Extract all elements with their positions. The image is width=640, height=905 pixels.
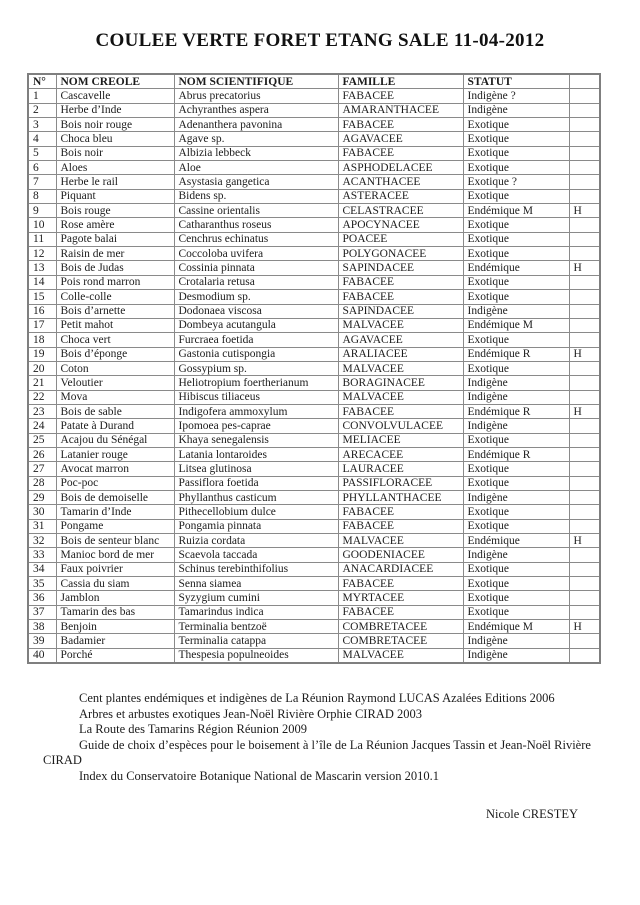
cell-statut: Exotique bbox=[463, 132, 569, 146]
reference-item: Guide de choix d’espèces pour le boisement à l’île de La Réunion Jacques Tassin et Jean-Noël Rivière CIRAD bbox=[43, 737, 591, 768]
plant-table-body bbox=[28, 89, 600, 663]
cell-marker bbox=[569, 490, 600, 504]
cell-famille: FABACEE bbox=[338, 290, 463, 304]
cell-famille: ANACARDIACEE bbox=[338, 562, 463, 576]
cell-marker bbox=[569, 519, 600, 533]
table-row bbox=[28, 548, 600, 562]
cell-marker: H bbox=[569, 347, 600, 361]
column-header-numero: N° bbox=[28, 74, 56, 89]
cell-marker bbox=[569, 577, 600, 591]
cell-marker bbox=[569, 218, 600, 232]
cell-statut: Exotique bbox=[463, 275, 569, 289]
cell-nom-scientifique: Latania lontaroides bbox=[174, 447, 338, 461]
cell-nom-scientifique: Ipomoea pes-caprae bbox=[174, 419, 338, 433]
cell-row-number: 30 bbox=[28, 505, 56, 519]
table-row bbox=[28, 634, 600, 648]
cell-marker: H bbox=[569, 534, 600, 548]
cell-row-number: 5 bbox=[28, 146, 56, 160]
cell-row-number: 1 bbox=[28, 89, 56, 103]
cell-nom-creole: Colle-colle bbox=[56, 290, 174, 304]
cell-nom-creole: Badamier bbox=[56, 634, 174, 648]
table-row bbox=[28, 605, 600, 619]
cell-nom-creole: Coton bbox=[56, 361, 174, 375]
cell-nom-creole: Pagote balai bbox=[56, 232, 174, 246]
table-row bbox=[28, 376, 600, 390]
cell-nom-scientifique: Litsea glutinosa bbox=[174, 462, 338, 476]
cell-row-number: 2 bbox=[28, 103, 56, 117]
table-row bbox=[28, 333, 600, 347]
plant-table bbox=[27, 73, 601, 664]
cell-nom-scientifique: Passiflora foetida bbox=[174, 476, 338, 490]
cell-nom-creole: Faux poivrier bbox=[56, 562, 174, 576]
cell-nom-creole: Piquant bbox=[56, 189, 174, 203]
table-row bbox=[28, 218, 600, 232]
cell-row-number: 3 bbox=[28, 118, 56, 132]
cell-famille: MELIACEE bbox=[338, 433, 463, 447]
cell-nom-creole: Veloutier bbox=[56, 376, 174, 390]
table-row bbox=[28, 132, 600, 146]
cell-statut: Endémique M bbox=[463, 204, 569, 218]
cell-row-number: 17 bbox=[28, 318, 56, 332]
table-row bbox=[28, 534, 600, 548]
column-header-famille: FAMILLE bbox=[338, 74, 463, 89]
cell-famille: ASTERACEE bbox=[338, 189, 463, 203]
cell-statut: Indigène bbox=[463, 490, 569, 504]
cell-marker bbox=[569, 462, 600, 476]
cell-nom-creole: Bois noir rouge bbox=[56, 118, 174, 132]
cell-famille: AGAVACEE bbox=[338, 333, 463, 347]
cell-row-number: 16 bbox=[28, 304, 56, 318]
cell-nom-creole: Bois de senteur blanc bbox=[56, 534, 174, 548]
cell-row-number: 38 bbox=[28, 620, 56, 634]
cell-marker bbox=[569, 605, 600, 619]
cell-nom-scientifique: Gastonia cutispongia bbox=[174, 347, 338, 361]
table-row bbox=[28, 175, 600, 189]
cell-marker bbox=[569, 648, 600, 663]
cell-statut: Endémique M bbox=[463, 620, 569, 634]
table-row bbox=[28, 361, 600, 375]
cell-famille: MYRTACEE bbox=[338, 591, 463, 605]
cell-statut: Exotique bbox=[463, 361, 569, 375]
table-row bbox=[28, 247, 600, 261]
table-row bbox=[28, 476, 600, 490]
table-row bbox=[28, 161, 600, 175]
cell-statut: Exotique bbox=[463, 462, 569, 476]
cell-row-number: 29 bbox=[28, 490, 56, 504]
table-row bbox=[28, 275, 600, 289]
cell-nom-creole: Manioc bord de mer bbox=[56, 548, 174, 562]
cell-nom-creole: Mova bbox=[56, 390, 174, 404]
cell-nom-scientifique: Ruizia cordata bbox=[174, 534, 338, 548]
table-row bbox=[28, 347, 600, 361]
cell-statut: Indigène bbox=[463, 376, 569, 390]
cell-nom-scientifique: Albizia lebbeck bbox=[174, 146, 338, 160]
cell-famille: AGAVACEE bbox=[338, 132, 463, 146]
author-signature: Nicole CRESTEY bbox=[485, 806, 578, 821]
cell-famille: POACEE bbox=[338, 232, 463, 246]
cell-statut: Endémique R bbox=[463, 404, 569, 418]
cell-row-number: 9 bbox=[28, 204, 56, 218]
column-header-nom-scientifique: NOM SCIENTIFIQUE bbox=[174, 74, 338, 89]
table-row bbox=[28, 577, 600, 591]
cell-nom-creole: Cascavelle bbox=[56, 89, 174, 103]
cell-marker bbox=[569, 318, 600, 332]
cell-famille: SAPINDACEE bbox=[338, 304, 463, 318]
cell-nom-scientifique: Aloe bbox=[174, 161, 338, 175]
cell-marker bbox=[569, 548, 600, 562]
cell-row-number: 27 bbox=[28, 462, 56, 476]
cell-row-number: 31 bbox=[28, 519, 56, 533]
cell-nom-creole: Bois d’arnette bbox=[56, 304, 174, 318]
cell-nom-creole: Petit mahot bbox=[56, 318, 174, 332]
cell-nom-scientifique: Catharanthus roseus bbox=[174, 218, 338, 232]
cell-statut: Indigène bbox=[463, 419, 569, 433]
cell-statut: Endémique bbox=[463, 534, 569, 548]
cell-row-number: 39 bbox=[28, 634, 56, 648]
reference-item: Index du Conservatoire Botanique National de Mascarin version 2010.1 bbox=[79, 769, 439, 784]
table-row bbox=[28, 433, 600, 447]
cell-statut: Indigène bbox=[463, 548, 569, 562]
cell-statut: Exotique bbox=[463, 519, 569, 533]
cell-row-number: 22 bbox=[28, 390, 56, 404]
page-title: COULEE VERTE FORET ETANG SALE 11-04-2012 bbox=[95, 30, 545, 51]
cell-famille: FABACEE bbox=[338, 577, 463, 591]
cell-famille: GOODENIACEE bbox=[338, 548, 463, 562]
cell-famille: MALVACEE bbox=[338, 361, 463, 375]
table-row bbox=[28, 146, 600, 160]
cell-famille: MALVACEE bbox=[338, 648, 463, 663]
cell-nom-scientifique: Terminalia catappa bbox=[174, 634, 338, 648]
cell-nom-scientifique: Crotalaria retusa bbox=[174, 275, 338, 289]
cell-nom-scientifique: Cossinia pinnata bbox=[174, 261, 338, 275]
cell-nom-creole: Herbe le rail bbox=[56, 175, 174, 189]
cell-nom-scientifique: Gossypium sp. bbox=[174, 361, 338, 375]
references-list bbox=[43, 691, 612, 785]
cell-famille: FABACEE bbox=[338, 275, 463, 289]
table-row bbox=[28, 620, 600, 634]
cell-nom-creole: Herbe d’Inde bbox=[56, 103, 174, 117]
cell-nom-scientifique: Coccoloba uvifera bbox=[174, 247, 338, 261]
cell-marker bbox=[569, 290, 600, 304]
cell-marker bbox=[569, 419, 600, 433]
cell-nom-scientifique: Desmodium sp. bbox=[174, 290, 338, 304]
cell-statut: Exotique bbox=[463, 577, 569, 591]
cell-marker bbox=[569, 146, 600, 160]
cell-marker bbox=[569, 361, 600, 375]
cell-nom-creole: Bois de demoiselle bbox=[56, 490, 174, 504]
cell-nom-scientifique: Pithecellobium dulce bbox=[174, 505, 338, 519]
cell-nom-scientifique: Indigofera ammoxylum bbox=[174, 404, 338, 418]
cell-famille: ACANTHACEE bbox=[338, 175, 463, 189]
cell-famille: COMBRETACEE bbox=[338, 634, 463, 648]
cell-famille: FABACEE bbox=[338, 118, 463, 132]
cell-famille: FABACEE bbox=[338, 605, 463, 619]
cell-nom-creole: Bois de sable bbox=[56, 404, 174, 418]
cell-famille: ASPHODELACEE bbox=[338, 161, 463, 175]
cell-nom-scientifique: Dodonaea viscosa bbox=[174, 304, 338, 318]
cell-statut: Exotique bbox=[463, 333, 569, 347]
cell-famille: APOCYNACEE bbox=[338, 218, 463, 232]
cell-nom-scientifique: Pongamia pinnata bbox=[174, 519, 338, 533]
cell-statut: Indigène bbox=[463, 390, 569, 404]
cell-row-number: 10 bbox=[28, 218, 56, 232]
column-header-empty bbox=[569, 74, 600, 89]
cell-famille: MALVACEE bbox=[338, 390, 463, 404]
cell-nom-creole: Raisin de mer bbox=[56, 247, 174, 261]
cell-nom-creole: Avocat marron bbox=[56, 462, 174, 476]
cell-statut: Endémique M bbox=[463, 318, 569, 332]
table-row bbox=[28, 89, 600, 103]
cell-marker bbox=[569, 132, 600, 146]
cell-nom-scientifique: Phyllanthus casticum bbox=[174, 490, 338, 504]
cell-nom-creole: Bois noir bbox=[56, 146, 174, 160]
table-row bbox=[28, 118, 600, 132]
cell-row-number: 8 bbox=[28, 189, 56, 203]
cell-nom-scientifique: Tamarindus indica bbox=[174, 605, 338, 619]
cell-marker bbox=[569, 562, 600, 576]
cell-nom-scientifique: Thespesia populneoides bbox=[174, 648, 338, 663]
cell-nom-creole: Porché bbox=[56, 648, 174, 663]
cell-row-number: 26 bbox=[28, 447, 56, 461]
table-header-row bbox=[28, 74, 600, 89]
cell-nom-creole: Pongame bbox=[56, 519, 174, 533]
table-row bbox=[28, 261, 600, 275]
cell-statut: Exotique bbox=[463, 591, 569, 605]
cell-nom-scientifique: Scaevola taccada bbox=[174, 548, 338, 562]
table-row bbox=[28, 490, 600, 504]
cell-nom-creole: Benjoin bbox=[56, 620, 174, 634]
table-row bbox=[28, 562, 600, 576]
cell-statut: Exotique bbox=[463, 118, 569, 132]
cell-statut: Exotique bbox=[463, 218, 569, 232]
cell-nom-scientifique: Dombeya acutangula bbox=[174, 318, 338, 332]
cell-marker bbox=[569, 247, 600, 261]
cell-marker bbox=[569, 103, 600, 117]
cell-row-number: 32 bbox=[28, 534, 56, 548]
cell-row-number: 36 bbox=[28, 591, 56, 605]
table-row bbox=[28, 318, 600, 332]
cell-famille: AMARANTHACEE bbox=[338, 103, 463, 117]
table-row bbox=[28, 290, 600, 304]
reference-item: La Route des Tamarins Région Réunion 2009 bbox=[79, 722, 308, 737]
cell-nom-creole: Pois rond marron bbox=[56, 275, 174, 289]
cell-nom-creole: Rose amère bbox=[56, 218, 174, 232]
cell-nom-scientifique: Furcraea foetida bbox=[174, 333, 338, 347]
cell-famille: COMBRETACEE bbox=[338, 620, 463, 634]
cell-statut: Indigène bbox=[463, 634, 569, 648]
cell-famille: ARALIACEE bbox=[338, 347, 463, 361]
cell-nom-scientifique: Achyranthes aspera bbox=[174, 103, 338, 117]
cell-statut: Endémique R bbox=[463, 347, 569, 361]
cell-nom-creole: Latanier rouge bbox=[56, 447, 174, 461]
cell-famille: FABACEE bbox=[338, 505, 463, 519]
cell-row-number: 28 bbox=[28, 476, 56, 490]
cell-statut: Exotique bbox=[463, 146, 569, 160]
cell-row-number: 15 bbox=[28, 290, 56, 304]
cell-statut: Exotique bbox=[463, 562, 569, 576]
cell-marker bbox=[569, 304, 600, 318]
cell-statut: Exotique ? bbox=[463, 175, 569, 189]
table-row bbox=[28, 505, 600, 519]
cell-row-number: 18 bbox=[28, 333, 56, 347]
cell-statut: Indigène bbox=[463, 304, 569, 318]
cell-row-number: 4 bbox=[28, 132, 56, 146]
cell-row-number: 13 bbox=[28, 261, 56, 275]
cell-statut: Endémique R bbox=[463, 447, 569, 461]
cell-marker bbox=[569, 333, 600, 347]
cell-nom-scientifique: Bidens sp. bbox=[174, 189, 338, 203]
cell-row-number: 7 bbox=[28, 175, 56, 189]
cell-nom-creole: Bois rouge bbox=[56, 204, 174, 218]
cell-statut: Exotique bbox=[463, 189, 569, 203]
reference-item: Cent plantes endémiques et indigènes de La Réunion Raymond LUCAS Azalées Editions 2006 bbox=[79, 691, 555, 706]
cell-statut: Exotique bbox=[463, 161, 569, 175]
cell-famille: CONVOLVULACEE bbox=[338, 419, 463, 433]
cell-statut: Indigène bbox=[463, 103, 569, 117]
table-row bbox=[28, 404, 600, 418]
cell-marker bbox=[569, 476, 600, 490]
cell-row-number: 37 bbox=[28, 605, 56, 619]
cell-nom-scientifique: Syzygium cumini bbox=[174, 591, 338, 605]
table-row bbox=[28, 103, 600, 117]
cell-nom-creole: Acajou du Sénégal bbox=[56, 433, 174, 447]
cell-nom-scientifique: Abrus precatorius bbox=[174, 89, 338, 103]
cell-statut: Indigène bbox=[463, 648, 569, 663]
table-row bbox=[28, 189, 600, 203]
cell-marker bbox=[569, 275, 600, 289]
cell-row-number: 40 bbox=[28, 648, 56, 663]
cell-marker bbox=[569, 118, 600, 132]
cell-nom-scientifique: Agave sp. bbox=[174, 132, 338, 146]
table-row bbox=[28, 447, 600, 461]
cell-marker bbox=[569, 433, 600, 447]
cell-marker: H bbox=[569, 204, 600, 218]
cell-marker bbox=[569, 390, 600, 404]
cell-nom-scientifique: Cenchrus echinatus bbox=[174, 232, 338, 246]
cell-famille: FABACEE bbox=[338, 404, 463, 418]
cell-famille: FABACEE bbox=[338, 519, 463, 533]
cell-nom-creole: Poc-poc bbox=[56, 476, 174, 490]
cell-marker bbox=[569, 376, 600, 390]
table-row bbox=[28, 462, 600, 476]
cell-row-number: 35 bbox=[28, 577, 56, 591]
cell-row-number: 11 bbox=[28, 232, 56, 246]
cell-nom-scientifique: Senna siamea bbox=[174, 577, 338, 591]
table-row bbox=[28, 591, 600, 605]
cell-marker bbox=[569, 232, 600, 246]
cell-statut: Indigène ? bbox=[463, 89, 569, 103]
cell-row-number: 20 bbox=[28, 361, 56, 375]
cell-famille: FABACEE bbox=[338, 89, 463, 103]
table-row bbox=[28, 304, 600, 318]
cell-marker bbox=[569, 89, 600, 103]
table-row bbox=[28, 390, 600, 404]
cell-nom-scientifique: Adenanthera pavonina bbox=[174, 118, 338, 132]
cell-famille: LAURACEE bbox=[338, 462, 463, 476]
cell-nom-scientifique: Heliotropium foertherianum bbox=[174, 376, 338, 390]
cell-famille: POLYGONACEE bbox=[338, 247, 463, 261]
cell-nom-creole: Aloes bbox=[56, 161, 174, 175]
cell-famille: MALVACEE bbox=[338, 534, 463, 548]
cell-marker bbox=[569, 634, 600, 648]
cell-famille: BORAGINACEE bbox=[338, 376, 463, 390]
cell-marker bbox=[569, 505, 600, 519]
cell-nom-creole: Tamarin d’Inde bbox=[56, 505, 174, 519]
cell-nom-creole: Choca vert bbox=[56, 333, 174, 347]
cell-nom-creole: Tamarin des bas bbox=[56, 605, 174, 619]
cell-statut: Exotique bbox=[463, 476, 569, 490]
cell-famille: SAPINDACEE bbox=[338, 261, 463, 275]
cell-nom-scientifique: Terminalia bentzoë bbox=[174, 620, 338, 634]
cell-nom-scientifique: Schinus terebinthifolius bbox=[174, 562, 338, 576]
table-row bbox=[28, 232, 600, 246]
cell-row-number: 34 bbox=[28, 562, 56, 576]
cell-marker bbox=[569, 189, 600, 203]
cell-nom-creole: Bois d’éponge bbox=[56, 347, 174, 361]
cell-statut: Exotique bbox=[463, 232, 569, 246]
cell-nom-scientifique: Asystasia gangetica bbox=[174, 175, 338, 189]
cell-statut: Endémique bbox=[463, 261, 569, 275]
cell-marker: H bbox=[569, 404, 600, 418]
cell-nom-scientifique: Hibiscus tiliaceus bbox=[174, 390, 338, 404]
cell-statut: Exotique bbox=[463, 505, 569, 519]
table-row bbox=[28, 648, 600, 663]
cell-nom-creole: Jamblon bbox=[56, 591, 174, 605]
column-header-statut: STATUT bbox=[463, 74, 569, 89]
cell-row-number: 14 bbox=[28, 275, 56, 289]
cell-famille: CELASTRACEE bbox=[338, 204, 463, 218]
cell-marker bbox=[569, 175, 600, 189]
cell-row-number: 12 bbox=[28, 247, 56, 261]
cell-marker: H bbox=[569, 620, 600, 634]
cell-statut: Exotique bbox=[463, 433, 569, 447]
cell-statut: Exotique bbox=[463, 290, 569, 304]
cell-row-number: 6 bbox=[28, 161, 56, 175]
table-row bbox=[28, 519, 600, 533]
reference-item: Arbres et arbustes exotiques Jean-Noël Rivière Orphie CIRAD 2003 bbox=[79, 706, 422, 721]
cell-famille: MALVACEE bbox=[338, 318, 463, 332]
cell-row-number: 25 bbox=[28, 433, 56, 447]
cell-nom-scientifique: Khaya senegalensis bbox=[174, 433, 338, 447]
cell-famille: PASSIFLORACEE bbox=[338, 476, 463, 490]
cell-nom-creole: Patate à Durand bbox=[56, 419, 174, 433]
cell-nom-scientifique: Cassine orientalis bbox=[174, 204, 338, 218]
cell-row-number: 23 bbox=[28, 404, 56, 418]
cell-famille: PHYLLANTHACEE bbox=[338, 490, 463, 504]
cell-row-number: 33 bbox=[28, 548, 56, 562]
cell-nom-creole: Choca bleu bbox=[56, 132, 174, 146]
cell-marker bbox=[569, 591, 600, 605]
cell-statut: Exotique bbox=[463, 605, 569, 619]
cell-marker bbox=[569, 447, 600, 461]
cell-row-number: 24 bbox=[28, 419, 56, 433]
cell-famille: ARECACEE bbox=[338, 447, 463, 461]
table-row bbox=[28, 204, 600, 218]
cell-nom-creole: Bois de Judas bbox=[56, 261, 174, 275]
cell-nom-creole: Cassia du siam bbox=[56, 577, 174, 591]
cell-row-number: 21 bbox=[28, 376, 56, 390]
cell-row-number: 19 bbox=[28, 347, 56, 361]
cell-marker: H bbox=[569, 261, 600, 275]
cell-statut: Exotique bbox=[463, 247, 569, 261]
cell-marker bbox=[569, 161, 600, 175]
cell-famille: FABACEE bbox=[338, 146, 463, 160]
table-row bbox=[28, 419, 600, 433]
column-header-nom-creole: NOM CREOLE bbox=[56, 74, 174, 89]
